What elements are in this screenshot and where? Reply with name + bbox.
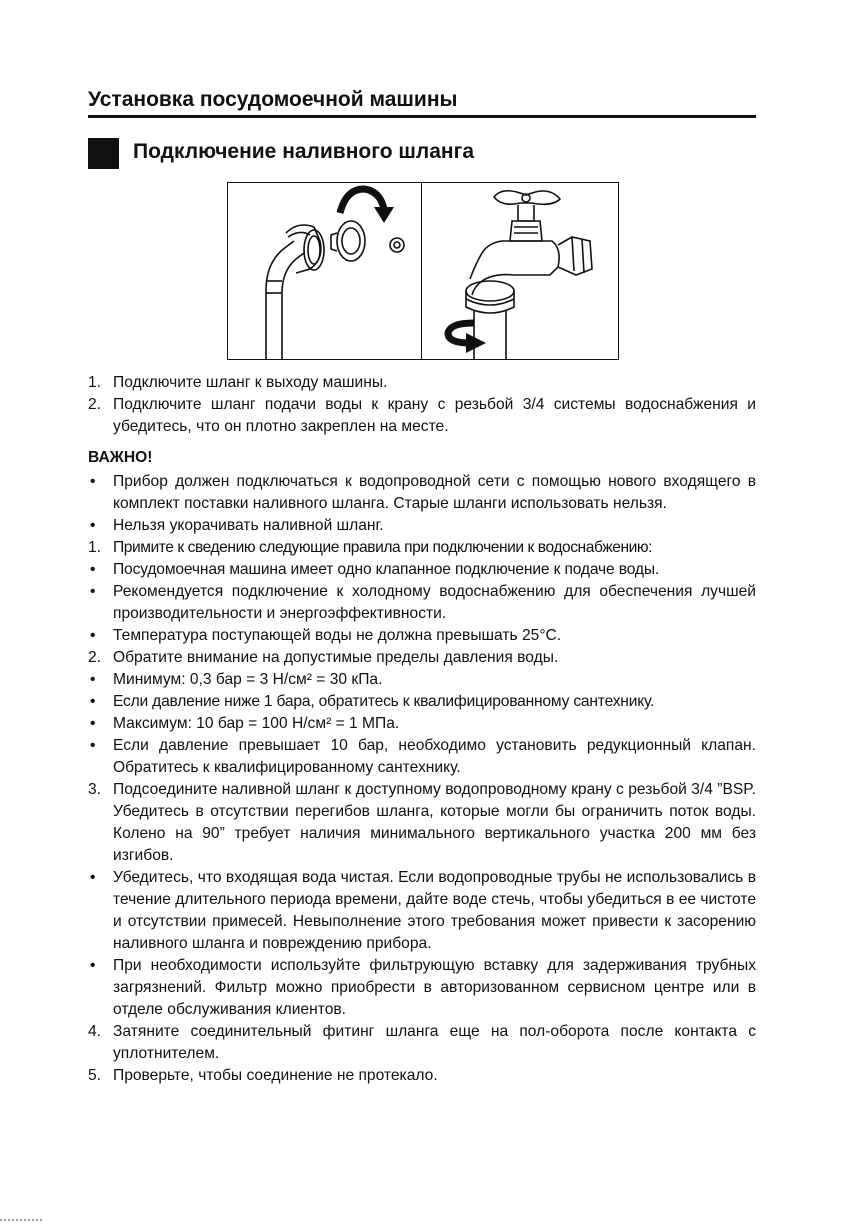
list-item <box>88 515 756 537</box>
list-item-text: Температура поступающей воды не должна превышать 25°С. <box>113 627 562 644</box>
list-item <box>88 559 756 581</box>
header-rule <box>88 115 756 118</box>
installation-figure <box>227 182 619 360</box>
list-item-text: Посудомоечная машина имеет одно клапанное подключение к подаче воды. <box>113 561 660 578</box>
list-item-text: Обратите внимание на допустимые пределы давления воды. <box>113 649 559 666</box>
list-item-text: Затяните соединительный фитинг шланга еще на пол-оборота после контакта с уплотнителем. <box>113 1023 756 1062</box>
list-marker: 4. <box>88 1023 102 1040</box>
hose-fitting-icon <box>228 183 421 359</box>
list-item-text: Примите к сведению следующие правила при подключении к водоснабжению: <box>113 539 653 556</box>
list-item <box>88 471 756 515</box>
list-item <box>88 669 756 691</box>
list-item-text: Минимум: 0,3 бар = 3 Н/см² = 30 кПа. <box>113 671 383 688</box>
list-item <box>88 955 756 1021</box>
list-item-text: Подключите шланг к выходу машины. <box>113 374 388 391</box>
list-marker: • <box>90 869 96 886</box>
list-marker: • <box>90 561 96 578</box>
list-item <box>88 581 756 625</box>
list-marker: • <box>90 583 96 600</box>
page-header: Установка посудомоечной машины <box>88 88 458 111</box>
list-marker: • <box>90 957 96 974</box>
page-edge-mark <box>0 1219 42 1221</box>
list-item <box>88 735 756 779</box>
list-item-text: Если давление ниже 1 бара, обратитесь к квалифицированному сантехнику. <box>113 693 655 710</box>
water-tap-icon <box>422 183 619 359</box>
list-marker: • <box>90 715 96 732</box>
section-marker-square <box>88 138 119 169</box>
list-marker: • <box>90 671 96 688</box>
list-item-text: При необходимости используйте фильтрующую вставку для задерживания трубных загрязнений. Фильтр можно приобрести в авторизованном сервисном центре или в отделе обслуживания клиентов. <box>113 957 756 1018</box>
list-item <box>88 537 756 559</box>
list-item-text: Максимум: 10 бар = 100 Н/см² = 1 МПа. <box>113 715 400 732</box>
instructions <box>88 372 756 1087</box>
list-item <box>88 372 756 394</box>
list-marker: 1. <box>88 539 102 556</box>
list-marker: • <box>90 693 96 710</box>
list-item <box>88 647 756 669</box>
list-item-text: Убедитесь, что входящая вода чистая. Если водопроводные трубы не использовались в течение длительного периода времени, дайте воде стечь, чтобы убедиться в ее чистоте и отсутствии примесей. Невыполнение этого требования может привести к засорению наливного шланга и повреждению прибора. <box>113 869 756 952</box>
list-marker: • <box>90 627 96 644</box>
list-item <box>88 779 756 867</box>
list-marker: • <box>90 737 96 754</box>
list-item <box>88 691 756 713</box>
list-item-text: Рекомендуется подключение к холодному водоснабжению для обеспечения лучшей производительности и энергоэффективности. <box>113 583 756 622</box>
list-item-text: Проверьте, чтобы соединение не протекало. <box>113 1067 438 1084</box>
list-item <box>88 1065 756 1087</box>
list-item-text: Если давление превышает 10 бар, необходимо установить редукционный клапан. Обратитесь к квалифицированному сантехнику. <box>113 737 756 776</box>
list-marker: 1. <box>88 374 102 391</box>
list-item <box>88 625 756 647</box>
list-marker: • <box>90 517 96 534</box>
list-item <box>88 1021 756 1065</box>
list-marker: • <box>90 473 96 490</box>
list-marker: 2. <box>88 396 102 413</box>
list-item-text: Нельзя укорачивать наливной шланг. <box>113 517 384 534</box>
list-item-text: Подключите шланг подачи воды к крану с резьбой 3/4 системы водоснабжения и убедитесь, что он плотно закреплен на месте. <box>113 396 756 435</box>
list-marker: 5. <box>88 1067 102 1084</box>
list-item <box>88 713 756 735</box>
section-title: Подключение наливного шланга <box>133 140 474 163</box>
list-item <box>88 867 756 955</box>
list-marker: 2. <box>88 649 102 666</box>
list-item-text: Прибор должен подключаться к водопроводной сети с помощью нового входящего в комплект поставки наливного шланга. Старые шланги использовать нельзя. <box>113 473 756 512</box>
list-marker: 3. <box>88 781 102 798</box>
list-item-text: Подсоедините наливной шланг к доступному водопроводному крану с резьбой 3/4 ”BSP. Убедитесь в отсутствии перегибов шланга, которые могли бы ограничить поток воды. Колено на 90” требует наличия минимального вертикального участка 200 мм без изгибов. <box>113 781 756 864</box>
list-item <box>88 394 756 438</box>
warning-label: ВАЖНО! <box>88 449 153 466</box>
